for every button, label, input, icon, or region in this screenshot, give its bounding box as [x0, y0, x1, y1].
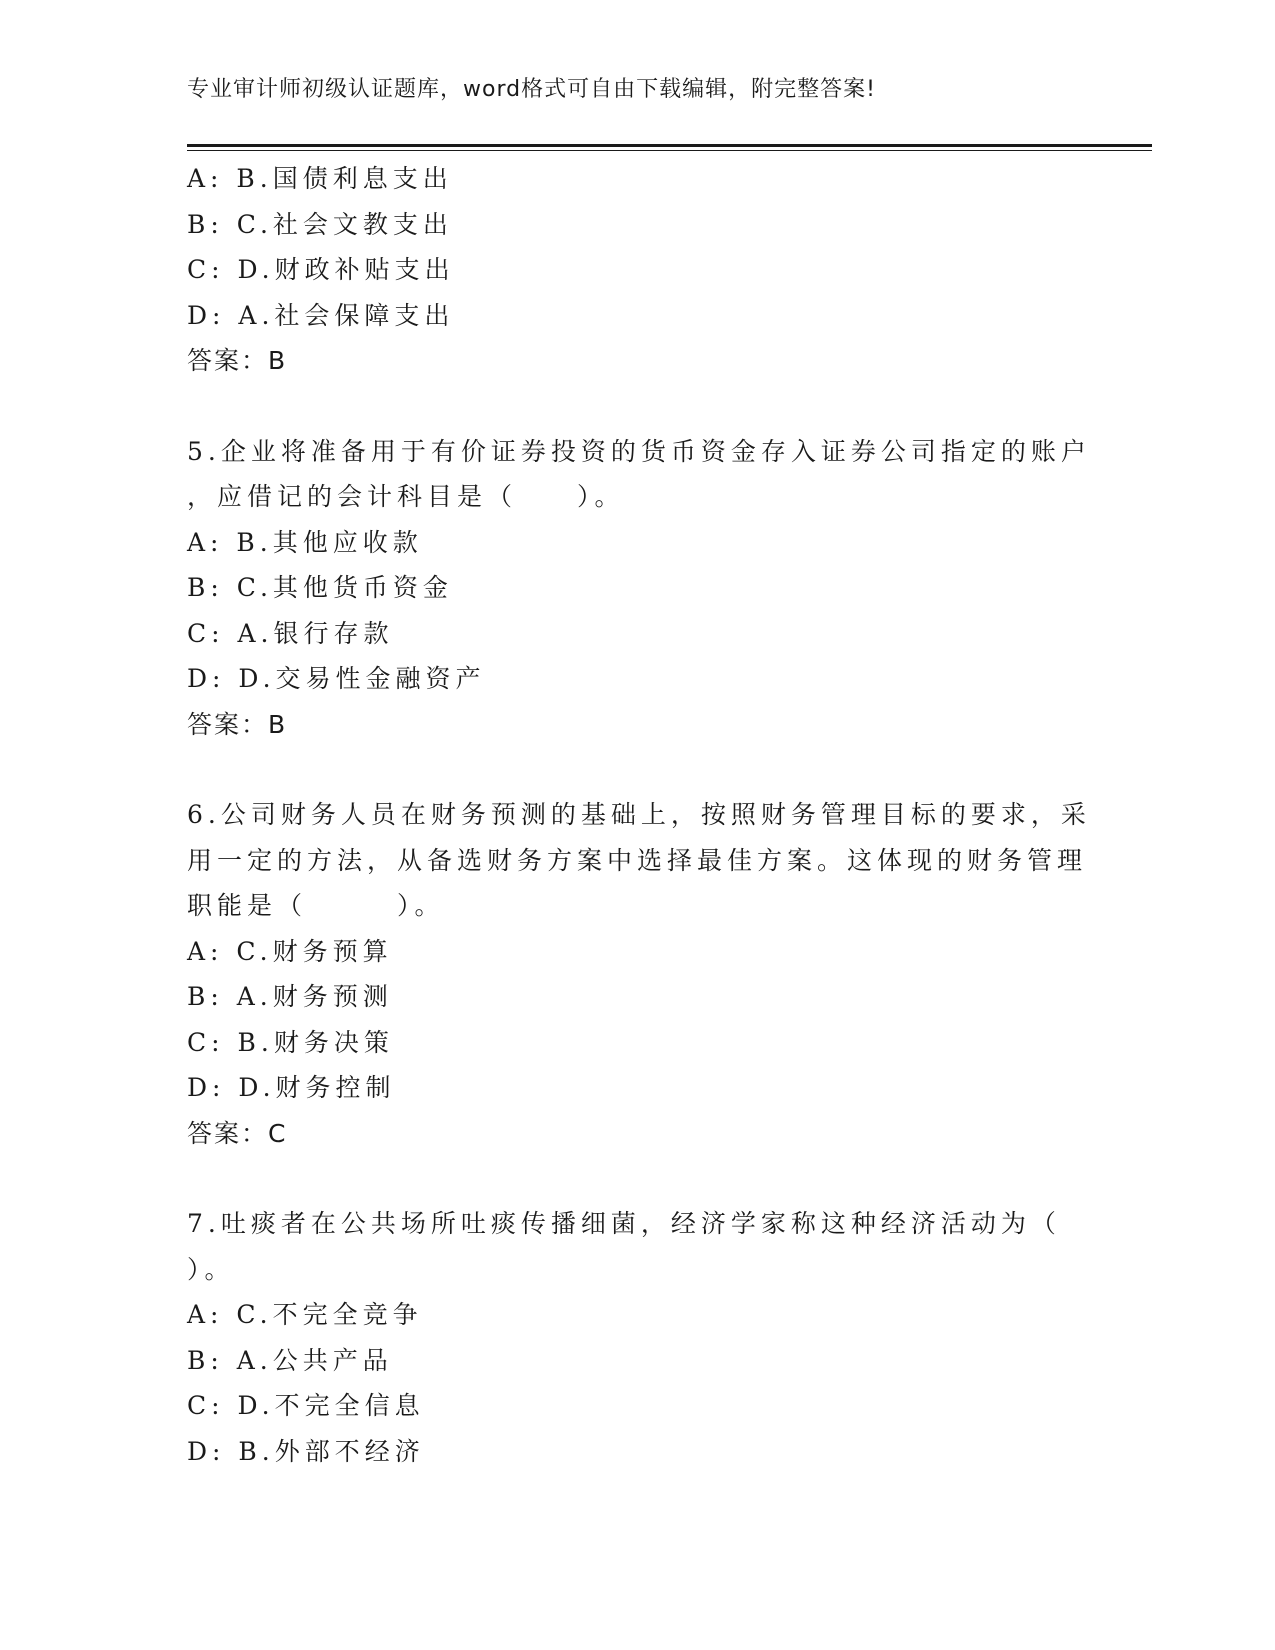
option-a: A: C.财务预算 [187, 936, 393, 966]
question-5 [187, 429, 1091, 748]
option-c: C: B.财务决策 [187, 1027, 394, 1057]
question-text-line: ）。 [187, 1254, 235, 1284]
question-content [187, 156, 1091, 1474]
option-a: A: C.不完全竞争 [187, 1300, 423, 1329]
option-b: B: A.财务预测 [187, 982, 393, 1011]
question-text-line: 5.企业将准备用于有价证券投资的货币资金存入证券公司指定的账户 [187, 436, 1091, 466]
question-7 [187, 1201, 1087, 1474]
answer: 答案：C [187, 1118, 288, 1148]
option-a: A: B.国债利息支出 [187, 164, 453, 193]
page-header: 专业审计师初级认证题库，word格式可自由下载编辑，附完整答案! [187, 77, 876, 102]
answer: 答案：B [187, 709, 288, 739]
option-b: B: C.社会文教支出 [187, 209, 453, 239]
question-text-line: ，应借记的会计科目是（ ）。 [187, 482, 625, 511]
option-d: D: D.交易性金融资产 [187, 664, 486, 693]
option-b: B: C.其他货币资金 [187, 573, 453, 602]
question-text-line: 用一定的方法，从备选财务方案中选择最佳方案。这体现的财务管理 [187, 845, 1088, 875]
question-text-line: 6.公司财务人员在财务预测的基础上，按照财务管理目标的要求，采 [187, 800, 1091, 829]
option-b: B: A.公共产品 [187, 1345, 393, 1375]
question-4 [187, 156, 1087, 384]
option-c: C: D.不完全信息 [187, 1391, 425, 1420]
option-d: D: A.社会保障支出 [187, 300, 455, 330]
question-6 [187, 792, 1091, 1156]
option-d: D: D.财务控制 [187, 1073, 396, 1102]
header-divider-thin [187, 150, 1152, 151]
option-d: D: B.外部不经济 [187, 1436, 425, 1466]
question-text-line: 职能是（ ）。 [187, 891, 445, 920]
option-c: C: D.财政补贴支出 [187, 255, 455, 284]
option-c: C: A.银行存款 [187, 618, 394, 648]
option-a: A: B.其他应收款 [187, 527, 423, 557]
header-divider-thick [187, 144, 1152, 147]
answer: 答案：B [187, 346, 288, 375]
question-text-line: 7.吐痰者在公共场所吐痰传播细菌，经济学家称这种经济活动为（ [187, 1209, 1061, 1238]
